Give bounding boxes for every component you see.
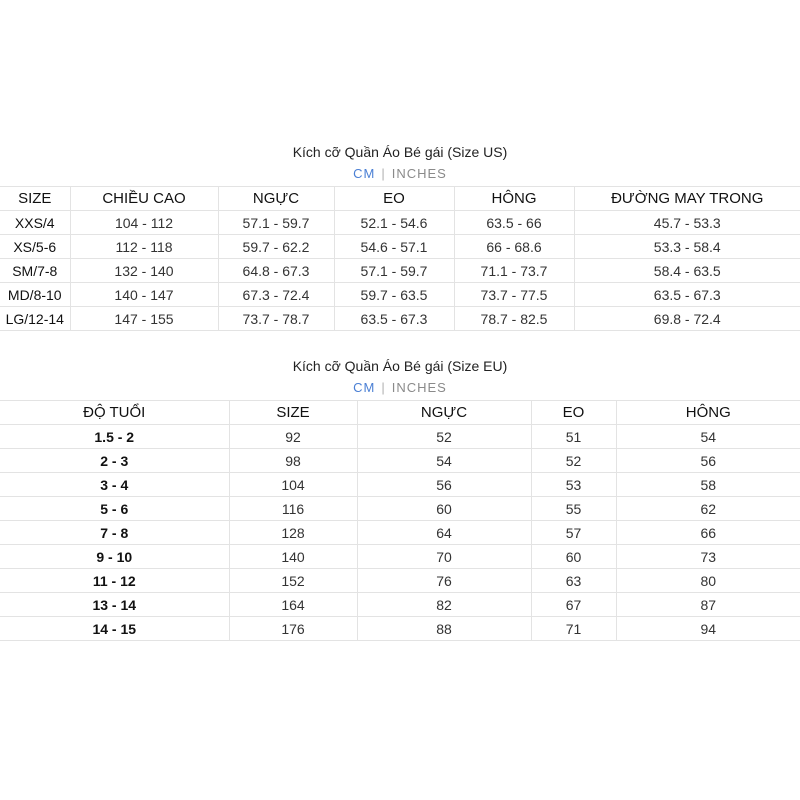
table-cell: 60 — [357, 497, 531, 521]
table-cell: 80 — [616, 569, 800, 593]
table-cell: 5 - 6 — [0, 497, 229, 521]
table-cell: 67.3 - 72.4 — [218, 283, 334, 307]
table-cell: SM/7-8 — [0, 259, 70, 283]
us-header-cell: NGỰC — [218, 187, 334, 211]
table-cell: XS/5-6 — [0, 235, 70, 259]
eu-chart-title: Kích cỡ Quần Áo Bé gái (Size EU) — [292, 358, 508, 374]
table-cell: 69.8 - 72.4 — [574, 307, 800, 331]
table-cell: 66 — [616, 521, 800, 545]
table-row — [0, 593, 800, 617]
table-cell: 67 — [531, 593, 616, 617]
table-cell: 140 — [229, 545, 357, 569]
table-cell: 1.5 - 2 — [0, 425, 229, 449]
table-cell: 76 — [357, 569, 531, 593]
us-unit-inches-tab[interactable]: INCHES — [391, 166, 447, 181]
table-cell: 70 — [357, 545, 531, 569]
table-row — [0, 283, 800, 307]
table-row — [0, 521, 800, 545]
table-row — [0, 473, 800, 497]
table-cell: 112 - 118 — [70, 235, 218, 259]
table-cell: 71 — [531, 617, 616, 641]
us-unit-toggle — [0, 162, 800, 186]
table-cell: 62 — [616, 497, 800, 521]
table-cell: 54 — [616, 425, 800, 449]
us-size-table — [0, 186, 800, 331]
table-cell: 2 - 3 — [0, 449, 229, 473]
eu-unit-toggle — [0, 376, 800, 400]
table-cell: 54.6 - 57.1 — [334, 235, 454, 259]
table-cell: 82 — [357, 593, 531, 617]
table-cell: 56 — [357, 473, 531, 497]
table-row — [0, 259, 800, 283]
eu-size-chart — [0, 356, 800, 641]
us-unit-separator: | — [381, 166, 386, 181]
table-cell: 56 — [616, 449, 800, 473]
table-cell: 58.4 - 63.5 — [574, 259, 800, 283]
table-cell: 63.5 - 67.3 — [334, 307, 454, 331]
table-cell: 63.5 - 67.3 — [574, 283, 800, 307]
table-cell: 73.7 - 77.5 — [454, 283, 574, 307]
table-cell: 98 — [229, 449, 357, 473]
eu-unit-inches-tab[interactable]: INCHES — [391, 380, 447, 395]
us-header-cell: CHIỀU CAO — [70, 187, 218, 211]
us-chart-title: Kích cỡ Quần Áo Bé gái (Size US) — [292, 144, 508, 160]
table-row — [0, 449, 800, 473]
table-cell: 52.1 - 54.6 — [334, 211, 454, 235]
us-header-cell: EO — [334, 187, 454, 211]
table-cell: 116 — [229, 497, 357, 521]
table-cell: 57.1 - 59.7 — [218, 211, 334, 235]
eu-unit-separator: | — [381, 380, 386, 395]
table-cell: 59.7 - 63.5 — [334, 283, 454, 307]
table-cell: 45.7 - 53.3 — [574, 211, 800, 235]
table-cell: 9 - 10 — [0, 545, 229, 569]
table-cell: 13 - 14 — [0, 593, 229, 617]
table-cell: 14 - 15 — [0, 617, 229, 641]
table-cell: 128 — [229, 521, 357, 545]
table-cell: 132 - 140 — [70, 259, 218, 283]
table-cell: 87 — [616, 593, 800, 617]
table-cell: 57 — [531, 521, 616, 545]
table-cell: XXS/4 — [0, 211, 70, 235]
table-cell: 88 — [357, 617, 531, 641]
table-cell: 140 - 147 — [70, 283, 218, 307]
table-cell: 78.7 - 82.5 — [454, 307, 574, 331]
table-cell: 63 — [531, 569, 616, 593]
table-cell: 73.7 - 78.7 — [218, 307, 334, 331]
table-row — [0, 211, 800, 235]
us-unit-cm-tab[interactable]: CM — [353, 166, 376, 181]
us-header-cell: HÔNG — [454, 187, 574, 211]
table-row — [0, 425, 800, 449]
table-cell: 66 - 68.6 — [454, 235, 574, 259]
table-cell: LG/12-14 — [0, 307, 70, 331]
table-cell: 51 — [531, 425, 616, 449]
us-table-header-row — [0, 187, 800, 211]
eu-unit-cm-tab[interactable]: CM — [353, 380, 376, 395]
us-header-cell: ĐƯỜNG MAY TRONG — [574, 187, 800, 211]
table-cell: 73 — [616, 545, 800, 569]
table-row — [0, 307, 800, 331]
table-cell: 104 - 112 — [70, 211, 218, 235]
table-cell: 94 — [616, 617, 800, 641]
us-size-chart — [0, 142, 800, 331]
table-cell: 54 — [357, 449, 531, 473]
table-row — [0, 545, 800, 569]
table-cell: 53 — [531, 473, 616, 497]
table-cell: 64.8 - 67.3 — [218, 259, 334, 283]
eu-header-cell: ĐỘ TUỔI — [0, 401, 229, 425]
table-cell: 55 — [531, 497, 616, 521]
eu-header-cell: NGỰC — [357, 401, 531, 425]
table-cell: 52 — [357, 425, 531, 449]
table-cell: 176 — [229, 617, 357, 641]
table-cell: 58 — [616, 473, 800, 497]
table-cell: 59.7 - 62.2 — [218, 235, 334, 259]
table-row — [0, 235, 800, 259]
eu-table-header-row — [0, 401, 800, 425]
table-cell: 63.5 - 66 — [454, 211, 574, 235]
table-cell: 3 - 4 — [0, 473, 229, 497]
table-cell: 57.1 - 59.7 — [334, 259, 454, 283]
table-cell: 11 - 12 — [0, 569, 229, 593]
table-cell: 60 — [531, 545, 616, 569]
eu-header-cell: SIZE — [229, 401, 357, 425]
eu-header-cell: HÔNG — [616, 401, 800, 425]
table-cell: 92 — [229, 425, 357, 449]
table-cell: 164 — [229, 593, 357, 617]
table-cell: 52 — [531, 449, 616, 473]
us-header-cell: SIZE — [0, 187, 70, 211]
table-cell: 71.1 - 73.7 — [454, 259, 574, 283]
eu-size-table — [0, 400, 800, 641]
table-cell: 64 — [357, 521, 531, 545]
table-cell: 104 — [229, 473, 357, 497]
table-row — [0, 569, 800, 593]
table-cell: 147 - 155 — [70, 307, 218, 331]
table-cell: 152 — [229, 569, 357, 593]
table-cell: MD/8-10 — [0, 283, 70, 307]
eu-header-cell: EO — [531, 401, 616, 425]
table-cell: 7 - 8 — [0, 521, 229, 545]
table-row — [0, 497, 800, 521]
table-row — [0, 617, 800, 641]
table-cell: 53.3 - 58.4 — [574, 235, 800, 259]
